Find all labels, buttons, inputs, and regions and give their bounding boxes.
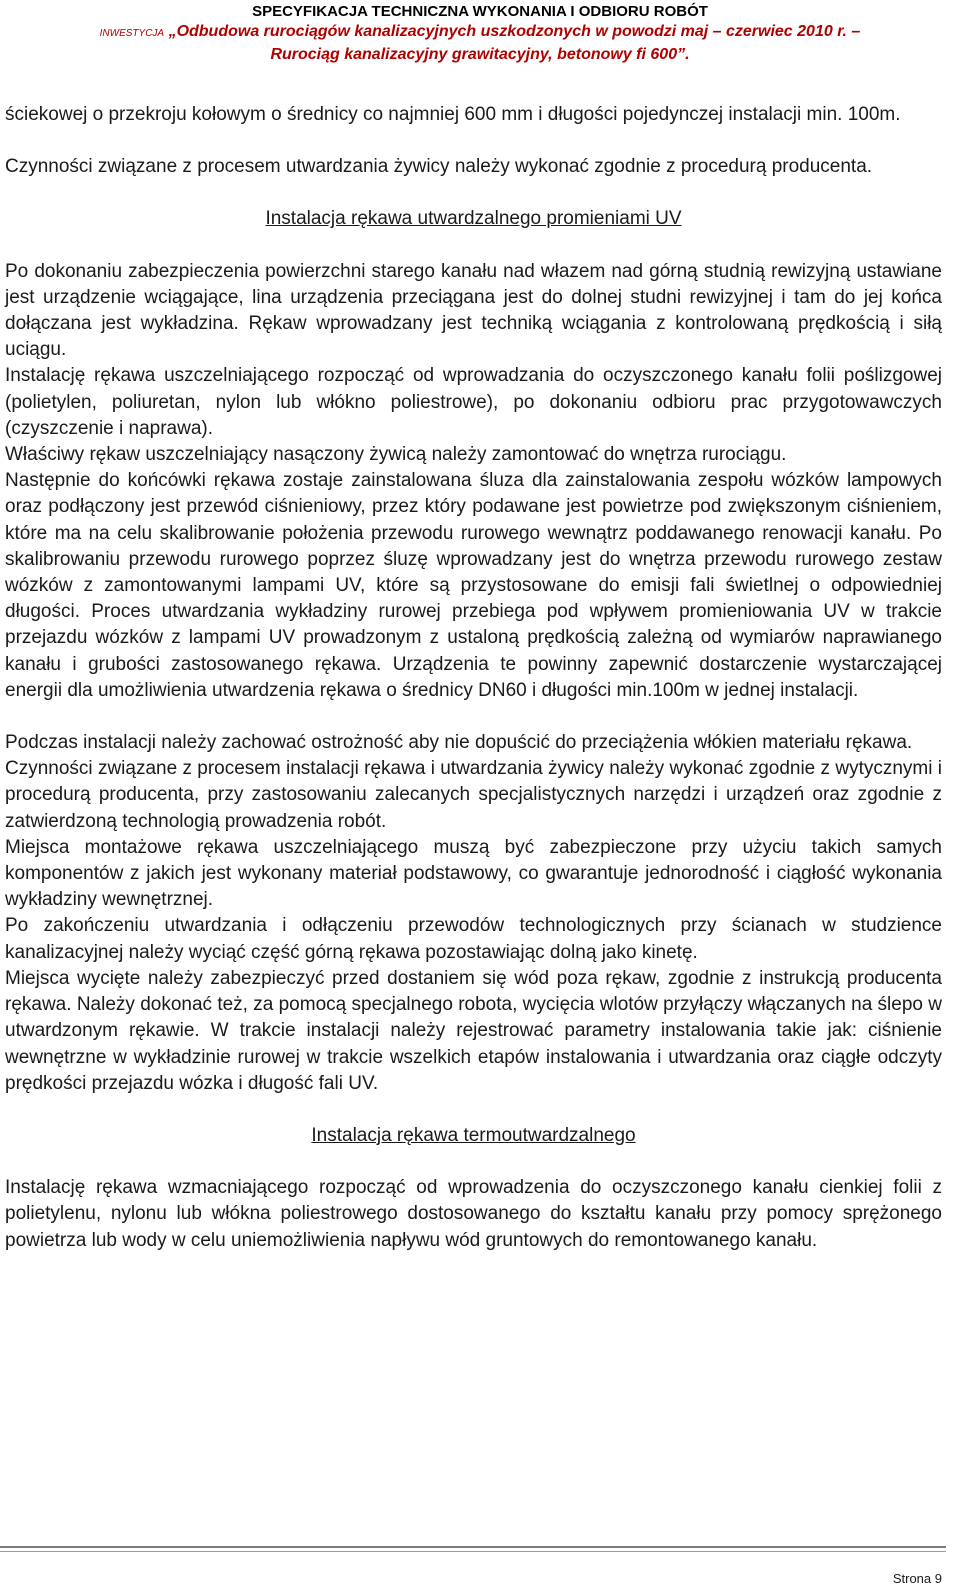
footer-divider-thin — [0, 1551, 946, 1552]
paragraph: Instalację rękawa uszczelniającego rozpocząć od wprowadzania do oczyszczonego kanału folii poślizgowej (polietylen, poliuretan, nylon lub włókno poliestrowe), po dokonaniu odbioru prac przygotowawczych (czyszczenie i naprawa). — [5, 365, 942, 439]
paragraph: Po zakończeniu utwardzania i odłączeniu przewodów technologicznych przy ścianach w studzience kanalizacyjnej należy wyciąć część górną rękawa pozostawiając dolną jako kinetę. — [5, 915, 942, 963]
section-heading-uv: Instalacja rękawa utwardzalnego promieniami UV — [265, 208, 682, 230]
paragraph: Następnie do końcówki rękawa zostaje zainstalowana śluza dla zainstalowania zespołu wózków lampowych oraz podłączony jest przewód ciśnieniowy, przez który podawane jest powietrze pod zwiększonym ciśnieniem, które ma na celu skalibrowanie położenia przewodu rurowego wewnątrz poddawanego renowacji kanału. Po skalibrowaniu przewodu rurowego poprzez śluzę wprowadzany jest do wnętrza przewodu rurowego zestaw wózków z zamontowanymi lampami UV, które są przystosowane do emisji fali świetlnej o odpowiedniej długości. Proces utwardzania wykładziny rurowej przebiega pod wpływem promieniowania UV w trakcie przejazdu wózków z lampami UV prowadzonym z ustaloną prędkością zależną od wymiarów naprawianego kanału i grubości zastosowanego rękawa. Urządzenia te powinny zapewnić dostarczenie wystarczającej energii dla umożliwienia utwardzenia rękawa o średnicy DN60 i długości min.100m w jednej instalacji. — [5, 470, 942, 701]
footer-divider — [0, 1546, 946, 1548]
paragraph: Po dokonaniu zabezpieczenia powierzchni starego kanału nad włazem nad górną studnią rewizyjną ustawiane jest urządzenie wciągające, lina urządzenia przeciągana jest do dolnej studni rewizyjnej i tam do jej końca dołączana jest wykładzina. Rękaw wprowadzany jest techniką wciągania z kontrolowaną prędkością i siłą uciągu. — [5, 260, 942, 361]
paragraph: Czynności związane z procesem utwardzania żywicy należy wykonać zgodnie z procedurą producenta. — [5, 156, 873, 178]
page-header — [0, 2, 960, 65]
header-spec-title: SPECYFIKACJA TECHNICZNA WYKONANIA I ODBIORU ROBÓT — [252, 3, 708, 20]
paragraph: Podczas instalacji należy zachować ostrożność aby nie dopuścić do przeciążenia włókien materiału rękawa. — [5, 732, 913, 754]
paragraph: Czynności związane z procesem instalacji rękawa i utwardzania żywicy należy wykonać zgodnie z wytycznymi i procedurą producenta, przy zastosowaniu zalecanych specjalistycznych narzędzi i urządzeń oraz zgodnie z zatwierdzoną technologią prowadzenia robót. — [5, 758, 942, 832]
header-investment-prefix: INWESTYCJA — [99, 28, 165, 39]
paragraph: Instalację rękawa wzmacniającego rozpocząć od wprowadzenia do oczyszczonego kanału cienkiej folii z polietylenu, nylonu lub włókna poliestrowego dostosowanego do kształtu kanału przy pomocy sprężonego powietrza lub wody w celu uniemożliwienia napływu wód gruntowych do remontowanego kanału. — [5, 1177, 942, 1251]
paragraph: Miejsca wycięte należy zabezpieczyć przed dostaniem się wód poza rękaw, zgodnie z instrukcją producenta rękawa. Należy dokonać też, za pomocą specjalnego robota, wycięcia wlotów przyłączy włączanych na ślepo w utwardzonym rękawie. W trakcie instalacji należy rejestrować parametry instalowania takie jak: ciśnienie wewnętrzne w wykładzinie rurowej w trakcie wszelkich etapów instalowania i utwardzania oraz ciągłe odczyty prędkości przejazdu wózka i długość fali UV. — [5, 967, 942, 1094]
paragraph: ściekowej o przekroju kołowym o średnicy co najmniej 600 mm i długości pojedynczej instalacji min. 100m. — [5, 104, 901, 125]
document-body — [5, 102, 942, 1254]
paragraph: Miejsca montażowe rękawa uszczelniającego muszą być zabezpieczone przy użyciu takich samych komponentów z jakich jest wykonany materiał podstawowy, co gwarantuje jednorodność i ciągłość wykonania wykładziny wewnętrznej. — [5, 836, 942, 911]
header-investment-subtitle: Rurociąg kanalizacyjny grawitacyjny, betonowy fi 600”. — [270, 46, 690, 63]
paragraph: Właściwy rękaw uszczelniający nasączony żywicą należy zamontować do wnętrza rurociągu. — [5, 444, 787, 466]
header-investment-line — [0, 21, 960, 44]
section-heading-thermo: Instalacja rękawa termoutwardzalnego — [311, 1124, 636, 1146]
header-investment-title: „Odbudowa rurociągów kanalizacyjnych uszkodzonych w powodzi maj – czerwiec 2010 r. – — [168, 23, 861, 40]
page-number: Strona 9 — [892, 1571, 942, 1586]
